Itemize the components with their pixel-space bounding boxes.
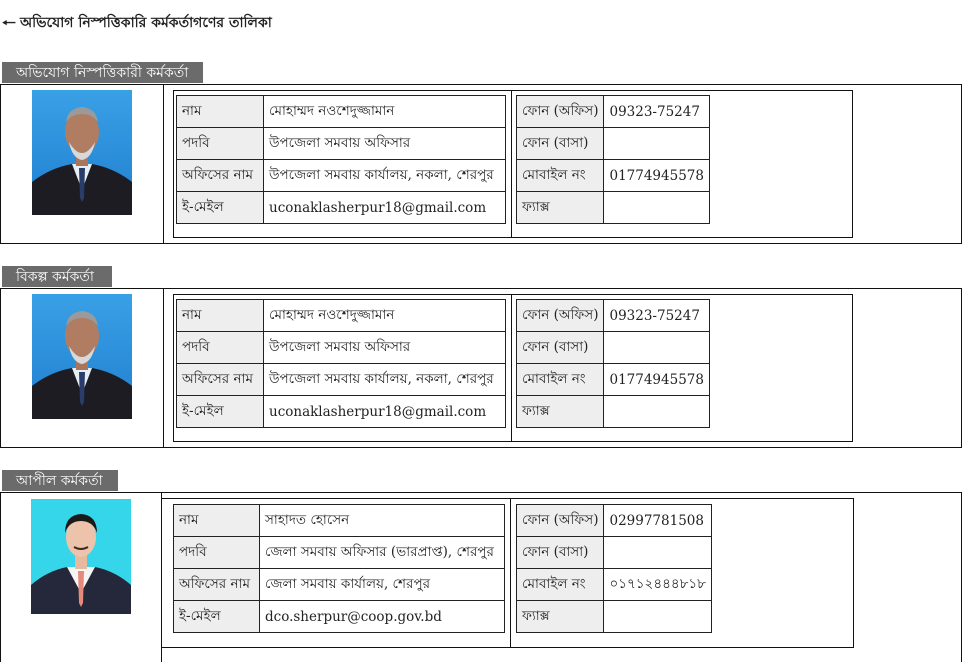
photo-cell [1, 289, 164, 447]
label-office: অফিসের নাম [174, 569, 260, 601]
table-row [177, 300, 506, 332]
value-fax [604, 192, 709, 224]
table-row [174, 569, 505, 601]
value-email[interactable]: uconaklasherpur18@gmail.com [264, 396, 506, 428]
table-row [177, 128, 506, 160]
value-fax [604, 601, 711, 633]
value-office: উপজেলা সমবায় কার্যালয়, নকলা, শেরপুর [264, 160, 506, 192]
table-row [174, 601, 505, 633]
table-row [177, 96, 506, 128]
value-phone-office: 09323-75247 [604, 300, 709, 332]
label-fax: ফ্যাক্স [517, 192, 604, 224]
value-mobile: 01774945578 [604, 160, 709, 192]
left-info-table [173, 504, 505, 633]
table-row [174, 537, 505, 569]
label-phone-office: ফোন (অফিস) [517, 505, 604, 537]
table-row [174, 505, 505, 537]
value-name: মোহাম্মদ নওশেদুজ্জামান [264, 300, 506, 332]
right-info-table [516, 504, 712, 633]
value-phone-home [604, 128, 709, 160]
page-title-text: অভিযোগ নিস্পত্তিকারি কর্মকর্তাগণের তালিকা [19, 15, 272, 31]
value-email[interactable]: dco.sherpur@coop.gov.bd [260, 601, 505, 633]
value-mobile: ০১৭১২৪৪৪৮১৮ [604, 569, 711, 601]
officer-photo [32, 294, 132, 419]
officer-photo [32, 90, 132, 215]
table-row [517, 128, 710, 160]
section-heading: বিকল্প কর্মকর্তা [2, 266, 112, 287]
table-row [177, 192, 506, 224]
section-alternate-officer [0, 266, 964, 448]
officer-card [0, 84, 962, 244]
label-phone-home: ফোন (বাসা) [517, 332, 604, 364]
value-phone-home [604, 537, 711, 569]
right-info-table [516, 299, 710, 428]
label-phone-office: ফোন (অফিস) [517, 96, 604, 128]
label-mobile: মোবাইল নং [517, 364, 604, 396]
value-office: উপজেলা সমবায় কার্যালয়, নকলা, শেরপুর [264, 364, 506, 396]
table-row [517, 537, 712, 569]
left-info-table [176, 299, 506, 428]
label-phone-home: ফোন (বাসা) [517, 537, 604, 569]
value-designation: উপজেলা সমবায় অফিসার [264, 332, 506, 364]
photo-cell [1, 85, 164, 243]
officer-card [0, 288, 962, 448]
label-designation: পদবি [177, 332, 264, 364]
column-divider [511, 294, 512, 442]
section-grievance-officer [0, 62, 964, 244]
value-phone-office: 09323-75247 [604, 96, 709, 128]
value-name: সাহাদত হোসেন [260, 505, 505, 537]
table-row [517, 160, 710, 192]
table-row [517, 96, 710, 128]
value-email[interactable]: uconaklasherpur18@gmail.com [264, 192, 506, 224]
label-name: নাম [177, 96, 264, 128]
column-divider [510, 498, 511, 648]
label-email: ই-মেইল [177, 396, 264, 428]
label-office: অফিসের নাম [177, 364, 264, 396]
value-designation: জেলা সমবায় অফিসার (ভারপ্রাপ্ত), শেরপুর [260, 537, 505, 569]
officer-card [0, 492, 962, 662]
table-row [517, 569, 712, 601]
label-designation: পদবি [174, 537, 260, 569]
table-row [177, 332, 506, 364]
label-designation: পদবি [177, 128, 264, 160]
value-fax [604, 396, 709, 428]
value-name: মোহাম্মদ নওশেদুজ্জামান [264, 96, 506, 128]
value-office: জেলা সমবায় কার্যালয়, শেরপুর [260, 569, 505, 601]
value-phone-home [604, 332, 709, 364]
label-office: অফিসের নাম [177, 160, 264, 192]
table-row [517, 300, 710, 332]
arrow-left-icon[interactable]: 🠐 [2, 13, 16, 32]
left-info-table [176, 95, 506, 224]
right-info-table [516, 95, 710, 224]
value-phone-office: 02997781508 [604, 505, 711, 537]
table-row [517, 505, 712, 537]
label-phone-home: ফোন (বাসা) [517, 128, 604, 160]
table-row [517, 192, 710, 224]
label-mobile: মোবাইল নং [517, 569, 604, 601]
section-appeal-officer [0, 470, 964, 651]
label-mobile: মোবাইল নং [517, 160, 604, 192]
value-designation: উপজেলা সমবায় অফিসার [264, 128, 506, 160]
value-mobile: 01774945578 [604, 364, 709, 396]
label-email: ই-মেইল [177, 192, 264, 224]
table-row [177, 396, 506, 428]
photo-cell [1, 493, 162, 662]
column-divider [511, 90, 512, 238]
table-row [177, 160, 506, 192]
label-name: নাম [177, 300, 264, 332]
label-phone-office: ফোন (অফিস) [517, 300, 604, 332]
table-row [177, 364, 506, 396]
officer-photo [31, 499, 131, 614]
label-fax: ফ্যাক্স [517, 601, 604, 633]
table-row [517, 332, 710, 364]
section-heading: আপীল কর্মকর্তা [2, 470, 118, 491]
table-row [517, 601, 712, 633]
page-title [2, 12, 272, 34]
table-row [517, 396, 710, 428]
label-email: ই-মেইল [174, 601, 260, 633]
label-name: নাম [174, 505, 260, 537]
label-fax: ফ্যাক্স [517, 396, 604, 428]
table-row [517, 364, 710, 396]
section-heading: অভিযোগ নিস্পত্তিকারী কর্মকর্তা [2, 62, 203, 83]
